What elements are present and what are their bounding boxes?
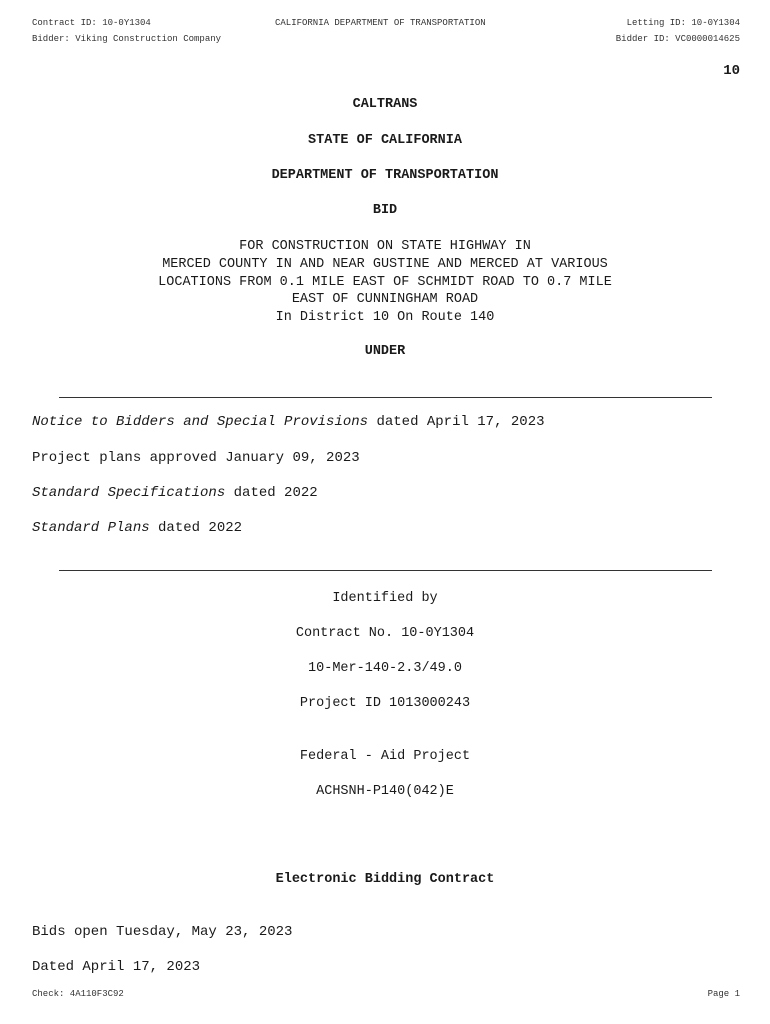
std-plans-date: dated 2022: [149, 520, 243, 536]
notice-line: [32, 414, 545, 430]
electronic-bidding-heading: Electronic Bidding Contract: [275, 872, 495, 887]
notice-date: dated April 17, 2023: [368, 414, 545, 430]
description-line: FOR CONSTRUCTION ON STATE HIGHWAY IN: [239, 239, 531, 254]
description-line: LOCATIONS FROM 0.1 MILE EAST OF SCHMIDT ROAD TO 0.7 MILE: [158, 274, 612, 290]
title-department: DEPARTMENT OF TRANSPORTATION: [271, 168, 499, 183]
bidder-id: Bidder ID: VC0000014625: [615, 34, 740, 44]
contract-id: Contract ID: 10-0Y1304: [32, 18, 151, 28]
letting-id: Letting ID: 10-0Y1304: [626, 18, 740, 28]
location-code: 10-Mer-140-2.3/49.0: [308, 661, 462, 676]
header-department: CALIFORNIA DEPARTMENT OF TRANSPORTATION: [275, 18, 486, 28]
description-line: EAST OF CUNNINGHAM ROAD: [291, 292, 479, 308]
footer-page: Page 1: [707, 989, 740, 999]
specs-date: dated 2022: [225, 485, 318, 501]
title-bid: BID: [372, 203, 398, 218]
under-heading: UNDER: [364, 344, 406, 359]
title-state: STATE OF CALIFORNIA: [308, 133, 462, 148]
divider: [59, 570, 712, 571]
plans-line: Project plans approved January 09, 2023: [32, 450, 360, 466]
federal-aid-label: Federal - Aid Project: [299, 749, 471, 764]
specs-line: [32, 485, 318, 501]
project-description: [0, 238, 770, 327]
contract-number: Contract No. 10-0Y1304: [295, 626, 475, 641]
divider: [59, 397, 712, 398]
check-code: Check: 4A110F3C92: [32, 989, 124, 999]
description-line: In District 10 On Route 140: [275, 310, 495, 326]
specs-title: Standard Specifications: [32, 485, 226, 501]
title-caltrans: CALTRANS: [352, 97, 418, 112]
std-plans-line: [32, 520, 242, 536]
dated: Dated April 17, 2023: [32, 959, 201, 975]
page-number: 10: [723, 63, 740, 79]
project-id: Project ID 1013000243: [299, 696, 471, 711]
notice-title: Notice to Bidders and Special Provisions: [32, 414, 369, 430]
federal-aid-number: ACHSNH-P140(042)E: [316, 784, 454, 799]
bids-open: Bids open Tuesday, May 23, 2023: [32, 924, 293, 940]
description-line: MERCED COUNTY IN AND NEAR GUSTINE AND MERCED AT VARIOUS: [162, 256, 608, 272]
std-plans-title: Standard Plans: [32, 520, 150, 536]
bidder-name: Bidder: Viking Construction Company: [32, 34, 222, 44]
identified-by: Identified by: [332, 591, 438, 606]
